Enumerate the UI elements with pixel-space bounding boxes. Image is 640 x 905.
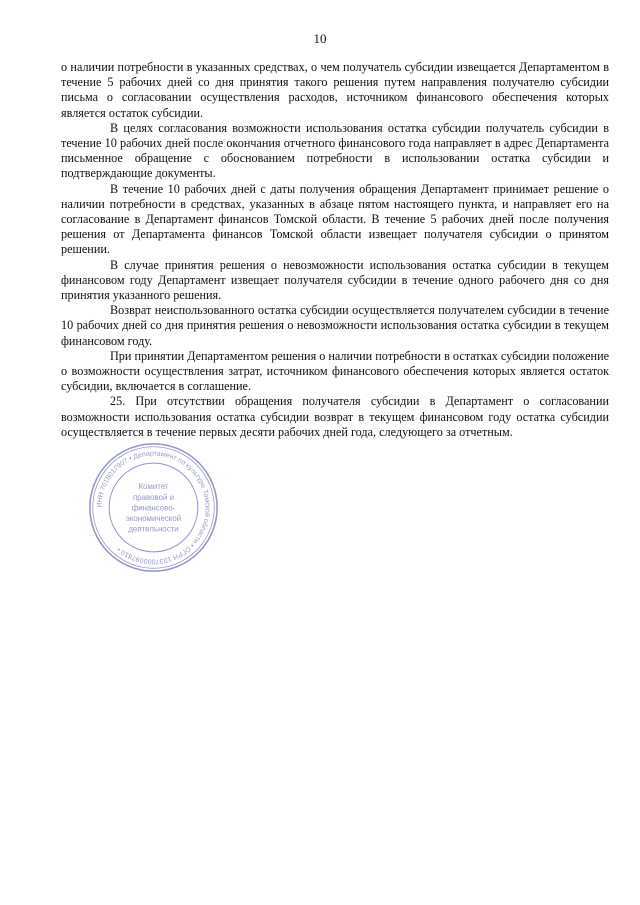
paragraph: Возврат неиспользованного остатка субсидии осуществляется получателем субсидии в течение 10 рабочих дней со дня принятия решения о невозможности использования остатка субсидии в текущем финансовом году. — [61, 303, 609, 348]
paragraph: В целях согласования возможности использования остатка субсидии получатель субсидии в течение 10 рабочих дней после окончания отчетного финансового года направляет в адрес Департамента письменное обращение с обоснованием потребности в использовании остатка субсидии и подтверждающие документы. — [61, 120, 609, 181]
body-text — [61, 60, 609, 440]
seal-inner-line: финансово- — [131, 503, 176, 513]
seal-inner-line: экономической — [125, 514, 182, 523]
seal-inner-line: деятельности — [128, 524, 179, 534]
paragraph: о наличии потребности в указанных средствах, о чем получатель субсидии извещается Департаментом в течение 5 рабочих дней со дня принятия такого решения путем направления получателю субсидии письма о согласовании осуществления расходов, источником финансового обеспечения которых является остаток субсидии. — [61, 60, 609, 120]
paragraph: При принятии Департаментом решения о наличии потребности в остатках субсидии положение о возможности осуществления затрат, источником финансового обеспечения которых является остаток субсидии, включается в соглашение. — [61, 348, 609, 394]
paragraph: В случае принятия решения о невозможности использования остатка субсидии в текущем финансовом году Департамент извещает получателя субсидии в течение одного рабочего дня со дня принятия указанного решения. — [61, 257, 609, 303]
seal-inner-line: правовой и — [132, 492, 175, 502]
page-number: 10 — [313, 31, 327, 46]
seal-graphic — [86, 440, 221, 575]
paragraph: 25. При отсутствии обращения получателя субсидии в Департамент о согласовании возможности использования остатка субсидии возврат в текущем финансовом году остатка субсидии осуществляется в течение первых десяти рабочих дней года, следующего за отчетным. — [61, 394, 609, 439]
seal-inner-line: Комитет — [138, 482, 169, 492]
paragraph: В течение 10 рабочих дней с даты получения обращения Департамент принимает решение о наличии потребности в средствах, указанных в абзаце пятом настоящего пункта, и направляет его на согласование в Департамент финансов Томской области. В течение 5 рабочих дней после получения решения от Департамента финансов Томской области извещает получателя субсидии о принятом решении. — [61, 181, 609, 257]
official-seal-stamp — [86, 440, 221, 575]
seal-ring-text: ИНН 7018017907 • Департамент по культуре Томской области • ОГРН 1037000097810 • — [96, 450, 211, 565]
